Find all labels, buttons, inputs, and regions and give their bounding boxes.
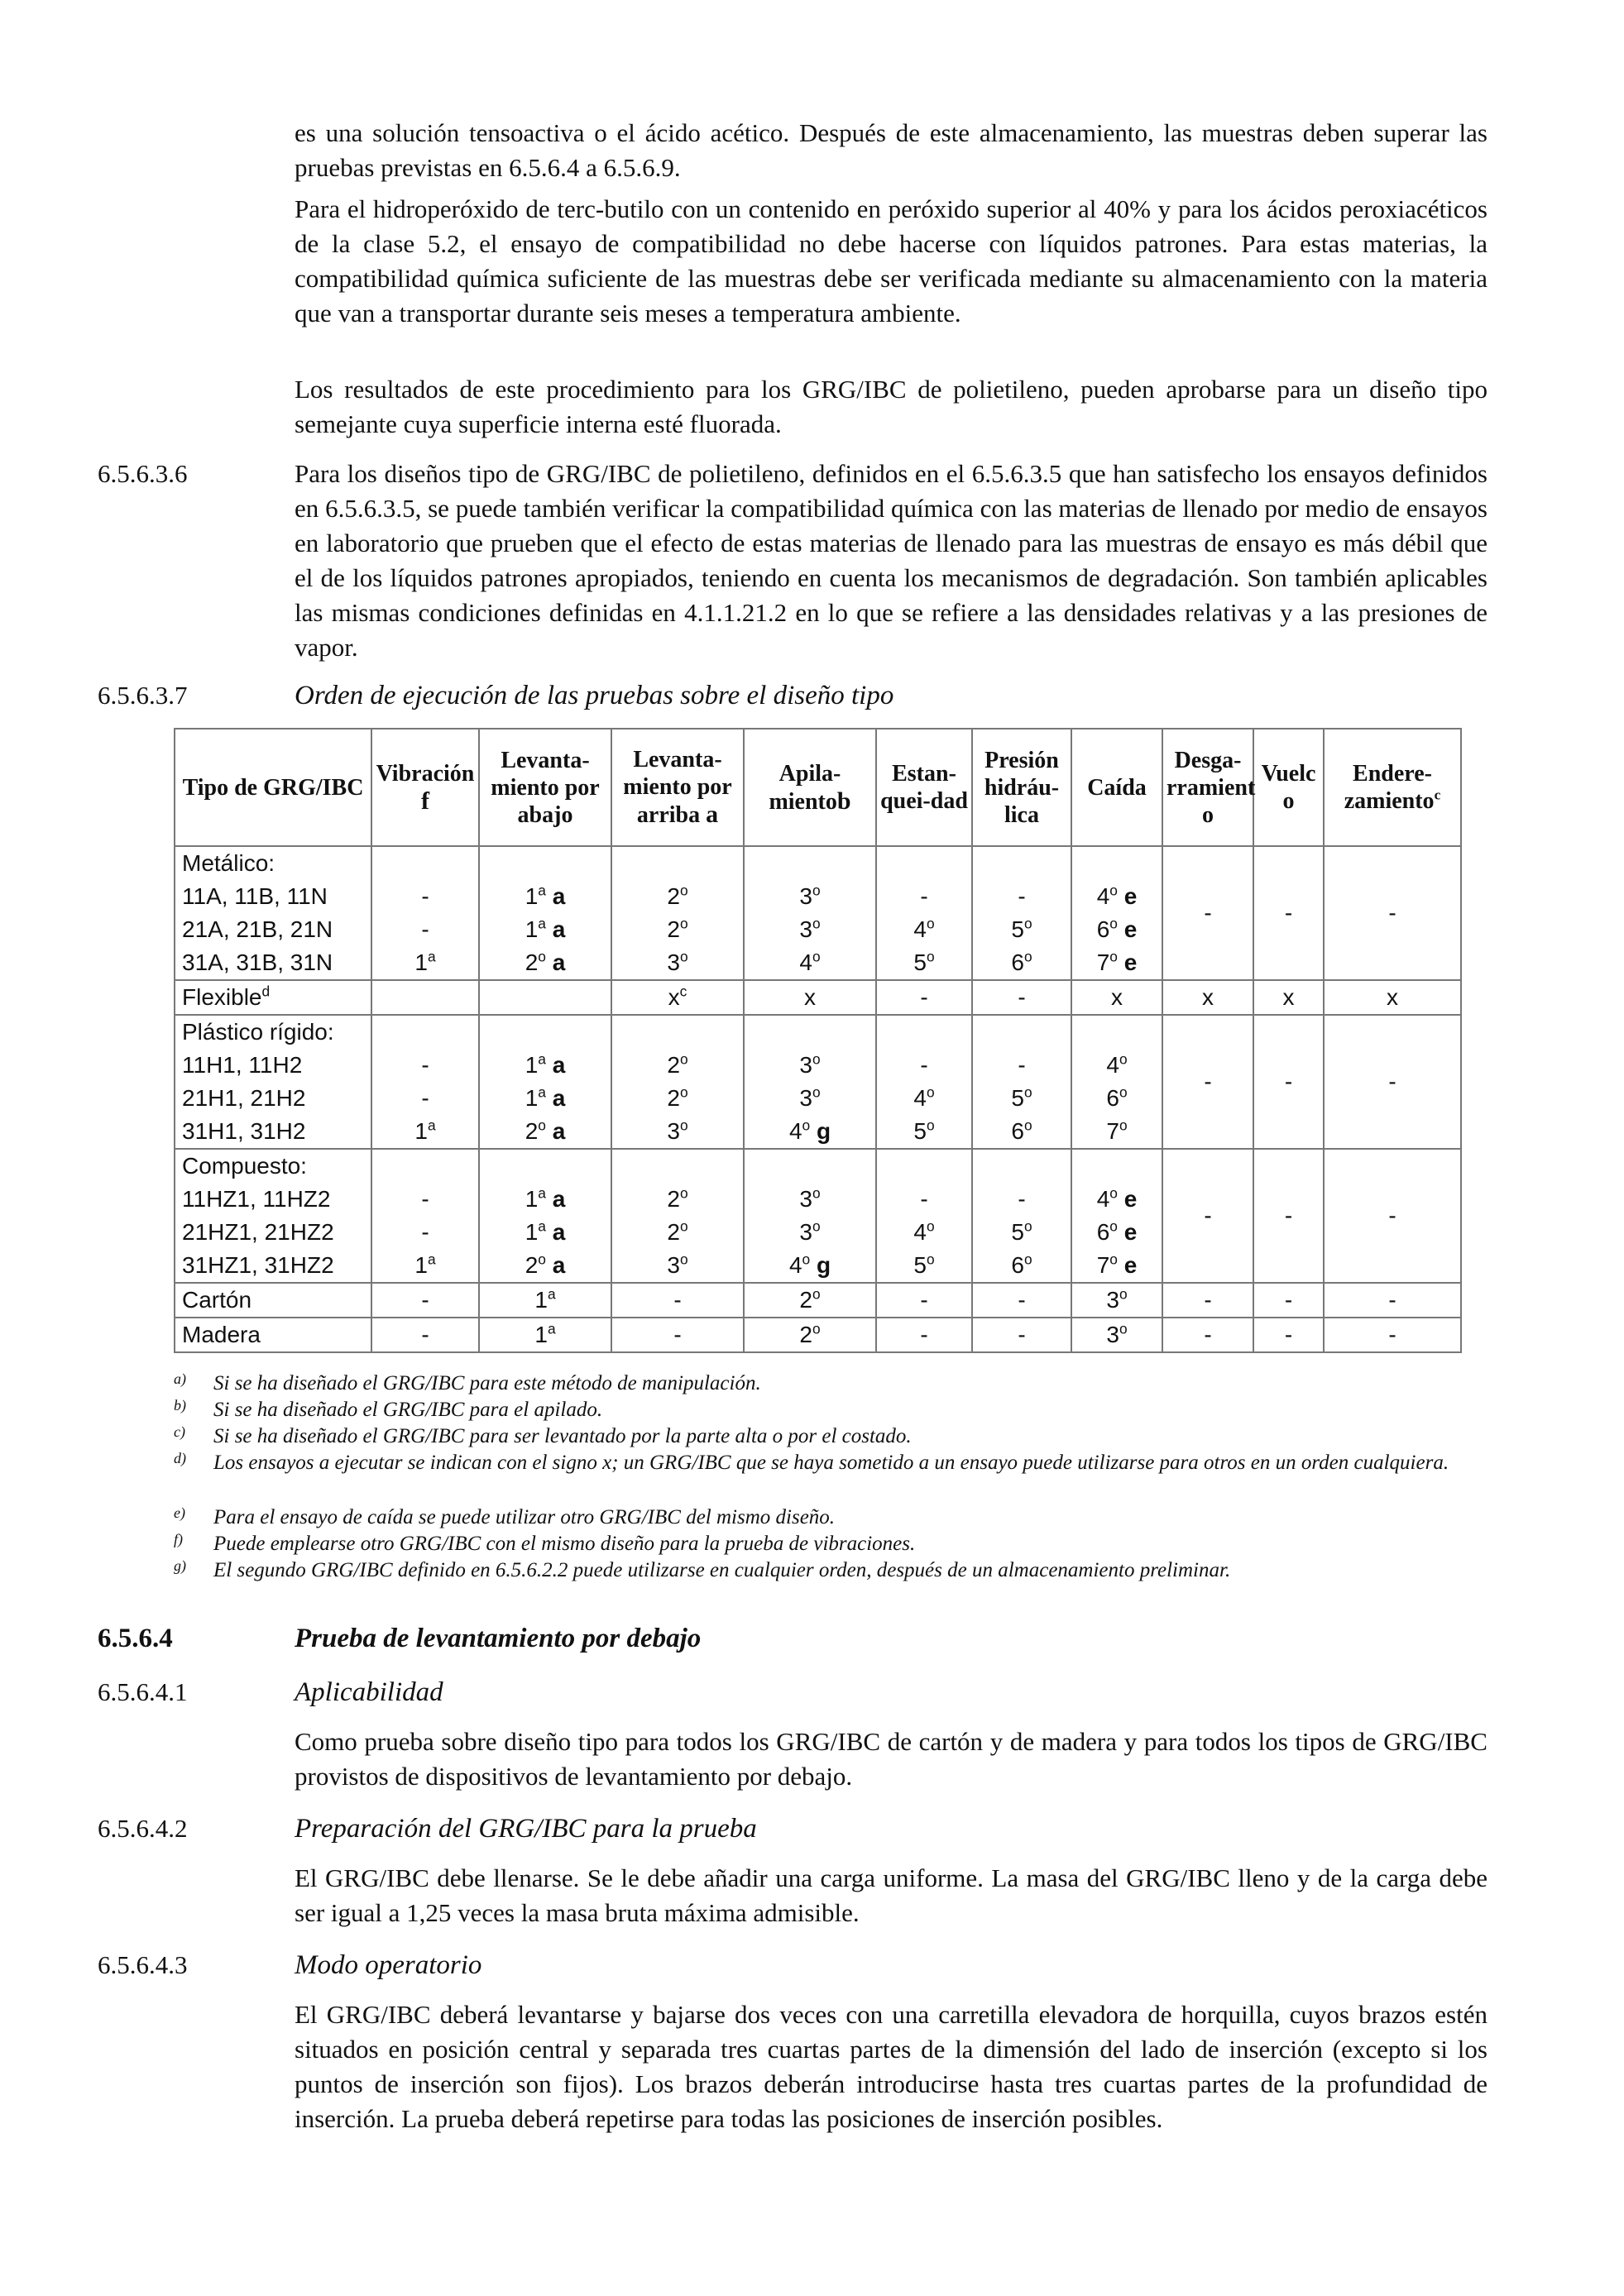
header-estanqueidad: Estan-quei-dad	[876, 729, 972, 846]
cell-flexible-caida: x	[1071, 980, 1162, 1015]
cell-flexible-tipo: Flexible$^d$	[175, 980, 371, 1015]
cell-metalico-presion: - 5$^o$ 6$^o$	[972, 846, 1071, 980]
cell-plastico-vibracion: - - 1$^a$	[371, 1015, 479, 1149]
document-page: es una solución tensoactiva o el ácido acético. Después de este almacenamiento, las muestras deben superar las pruebas previstas en 6.5.6.4 a 6.5.6.9. Para el hidroperóxido de terc-butilo con un contenido en peróxido superior al 40% y para los ácidos peroxiacéticos de la clase 5.2, el ensayo de compatibilidad no debe hacerse con líquidos patrones. Para estas materias, la compatibilidad química suficiente de las muestras debe ser verificada mediante su almacenamiento con la materia que van a transportar durante seis meses a temperatura ambiente. Los resultados de este procedimiento para los GRG/IBC de polietileno, pueden aprobarse para un diseño tipo semejante cuya superficie interna esté fluorada. 6.5.6.3.6 Para los diseños tipo de GRG/IBC de polietileno, definidos en el 6.5.6.3.5 que han satisfecho los ensayos definidos en 6.5.6.3.5, se puede también verificar la compatibilidad química con las materias de llenado por medio de ensayos en laboratorio que prueben que el efecto de estas materias de llenado para las muestras de ensayo es más débil que el de los líquidos patrones apropiados, teniendo en cuenta los mecanismos de degradación. Son también aplicables las mismas condiciones definidas en 4.1.1.21.2 en lo que se refiere a las densidades relativas y a las presiones de vapor. 6.5.6.3.7 Orden de ejecución de las pruebas sobre el diseño tipo Tipo de GRG/IBC Vibración f Levanta-miento por abajo Levanta-miento por arriba a Apila-mientob Estan-quei-dad Presión hidráu-lica Caída Desga-rramient o Vuelc o Endere-zamiento$^c$ Metálico: 11A, 11B, 11N 21A, 21B, 21N 31A, 31B, 31N - - 1$^a$ 1$^a$ a 1$^a$ a 2$^o$ a 2$^o$ 2$^o$ 3$^o$ 3$^o$ 3$^o$ 4$^o$ - 4$^o$ 5$^o$ - 5$^o$ 6$^o$ 4$^o$ e 6$^o$ e 7$^o$ e - - - Flexible$^d$ $x^c$ x - - x x x x Plástico rígido: 11H1, 11H2 21H1, 21H2 31H1, 31H2 - - 1$^a$ 1$^a$ a 1$^a$ a 2$^o$ a 2$^o$ 2$^o$ 3$^o$ 3$^o$ 3$^o$ 4$^o$ g - 4$^o$ 5$^o$ - 5$^o$ 6$^o$ 4$^o$ 6$^o$ 7$^o$ - - - Compuesto: 11HZ1, 11HZ2 21HZ1, 21HZ2 31HZ1, 31HZ2 - - 1$^a$ 1$^a$ a 1$^a$ a 2$^o$ a 2$^o$ 2$^o$ 3$^o$ 3$^o$ 3$^o$ 4$^o$ g - 4$^o$ 5$^o$ - 5$^o$ 6$^o$ 4$^o$ e 6$^o$ e 7$^o$ e - - - Cartón - 1$^a$ - 2$^o$ - - 3$^o$ - - - Madera - 1$^a$ - 2$^o$ - - 3$^o$ - - - a) Si se ha diseñado el GRG/IBC para este método de manipulación. b) Si se ha diseñado el GRG/IBC para el apilado. c) Si se ha diseñado el GRG/IBC para ser levantado por la parte alta o por el costado. d) Los ensayos a ejecutar se indican con el signo x; un GRG/IBC que se haya sometido a un ensayo puede utilizarse para otros en un orden cualquiera. e) Para el ensayo de caída se puede utilizar otro GRG/IBC del mismo diseño. f) Puede emplearse otro GRG/IBC con el mismo diseño para la prueba de vibraciones. g) El segundo GRG/IBC definido en 6.5.6.2.2 puede utilizarse en cualquier orden, después de un almacenamiento preliminar. 6.5.6.4 Prueba de levantamiento por debajo 6.5.6.4.1 Aplicabilidad Como prueba sobre diseño tipo para todos los GRG/IBC de cartón y de madera y para todos los tipos de GRG/IBC provistos de dispositivos de levantamiento por debajo. 6.5.6.4.2 Preparación del GRG/IBC para la prueba El GRG/IBC debe llenarse. Se le debe añadir una carga uniforme. La masa del GRG/IBC lleno y de la carga debe ser igual a 1,25 veces la masa bruta máxima admisible. 6.5.6.4.3 Modo operatorio El GRG/IBC deberá levantarse y bajarse dos veces con una carretilla elevadora de horquilla, cuyos brazos estén situados en posición central y separada tres cuartas partes de la dimensión del lado de inserción (excepto si los puntos de inserción son fijos). Los brazos deberán introducirse hasta tres cuartas partes de la profundidad de inserción. La prueba deberá repetirse para todas las posiciones de inserción posibles.	[0, 0, 1624, 2296]
cell-madera-apilamiento: 2$^o$	[744, 1318, 876, 1352]
cell-metalico-estanqueidad: - 4$^o$ 5$^o$	[876, 846, 972, 980]
section-number-6-5-6-4-3: 6.5.6.4.3	[98, 1950, 188, 1979]
cell-plastico-desgarramiento: -	[1162, 1015, 1253, 1149]
cell-metalico-lev-abajo: 1$^a$ a 1$^a$ a 2$^o$ a	[479, 846, 611, 980]
table-row-metalico	[175, 846, 1461, 980]
cell-plastico-lev-abajo: 1$^a$ a 1$^a$ a 2$^o$ a	[479, 1015, 611, 1149]
cell-flexible-enderezamiento: x	[1324, 980, 1461, 1015]
cell-madera-vibracion: -	[371, 1318, 479, 1352]
cell-carton-lev-abajo: 1$^a$	[479, 1283, 611, 1318]
cell-plastico-caida: 4$^o$ 6$^o$ 7$^o$	[1071, 1015, 1162, 1149]
header-vuelco: Vuelc o	[1253, 729, 1324, 846]
cell-plastico-enderezamiento: -	[1324, 1015, 1461, 1149]
cell-compuesto-vibracion: - - 1$^a$	[371, 1149, 479, 1283]
table-row-carton	[175, 1283, 1461, 1318]
section-6-5-6-3-7-title: Orden de ejecución de las pruebas sobre el diseño tipo	[295, 681, 894, 710]
cell-plastico-vuelco: -	[1253, 1015, 1324, 1149]
cell-plastico-estanqueidad: - 4$^o$ 5$^o$	[876, 1015, 972, 1149]
cell-carton-estanqueidad: -	[876, 1283, 972, 1318]
cell-compuesto-apilamiento: 3$^o$ 3$^o$ 4$^o$ g	[744, 1149, 876, 1283]
header-levantamiento-abajo: Levanta-miento por abajo	[479, 729, 611, 846]
cell-madera-desgarramiento: -	[1162, 1318, 1253, 1352]
header-caida: Caída	[1071, 729, 1162, 846]
cell-carton-enderezamiento: -	[1324, 1283, 1461, 1318]
section-6-5-6-3-6-text: Para los diseños tipo de GRG/IBC de polietileno, definidos en el 6.5.6.3.5 que han satisfecho los ensayos definidos en 6.5.6.3.5, se puede también verificar la compatibilidad química con las materias de llenado por medio de ensayos en laboratorio que prueben que el efecto de estas materias de llenado para las muestras de ensayo es más débil que el de los líquidos patrones apropiados, teniendo en cuenta los mecanismos de degradación. Son también aplicables las mismas condiciones definidas en 4.1.1.21.2 en lo que se refiere a las densidades relativas y a las presiones de vapor.	[295, 459, 1487, 662]
cell-carton-desgarramiento: -	[1162, 1283, 1253, 1318]
test-order-table	[174, 728, 1462, 1353]
cell-plastico-tipo: Plástico rígido: 11H1, 11H2 21H1, 21H2 31H1, 31H2	[175, 1015, 371, 1149]
section-number-6-5-6-4-1: 6.5.6.4.1	[98, 1677, 188, 1706]
section-6-5-6-4-2-title: Preparación del GRG/IBC para la prueba	[295, 1814, 757, 1844]
section-number-6-5-6-4-2: 6.5.6.4.2	[98, 1814, 188, 1843]
header-levantamiento-arriba: Levanta-miento por arriba a	[611, 729, 744, 846]
cell-metalico-vuelco: -	[1253, 846, 1324, 980]
cell-compuesto-desgarramiento: -	[1162, 1149, 1253, 1283]
cell-plastico-apilamiento: 3$^o$ 3$^o$ 4$^o$ g	[744, 1015, 876, 1149]
cell-flexible-lev-abajo	[479, 980, 611, 1015]
cell-carton-tipo: Cartón	[175, 1283, 371, 1318]
cell-flexible-estanqueidad: -	[876, 980, 972, 1015]
table-row-madera	[175, 1318, 1461, 1352]
section-number-6-5-6-4: 6.5.6.4	[98, 1624, 173, 1653]
cell-compuesto-lev-abajo: 1$^a$ a 1$^a$ a 2$^o$ a	[479, 1149, 611, 1283]
cell-compuesto-tipo: Compuesto: 11HZ1, 11HZ2 21HZ1, 21HZ2 31HZ1, 31HZ2	[175, 1149, 371, 1283]
table-header-row	[175, 729, 1461, 846]
cell-metalico-caida: 4$^o$ e 6$^o$ e 7$^o$ e	[1071, 846, 1162, 980]
section-6-5-6-4-2-text: El GRG/IBC debe llenarse. Se le debe añadir una carga uniforme. La masa del GRG/IBC lleno y de la carga debe ser igual a 1,25 veces la masa bruta máxima admisible.	[295, 1863, 1487, 1927]
section-6-5-6-4-1-text: Como prueba sobre diseño tipo para todos los GRG/IBC de cartón y de madera y para todos los tipos de GRG/IBC provistos de dispositivos de levantamiento por debajo.	[295, 1727, 1487, 1791]
section-6-5-6-4-3-text: El GRG/IBC deberá levantarse y bajarse dos veces con una carretilla elevadora de horquilla, cuyos brazos estén situados en posición central y separada tres cuartas partes de la dimensión del lado de inserción (excepto si los puntos de inserción son fijos). Los brazos deberán introducirse hasta tres cuartas partes de la profundidad de inserción. La prueba deberá repetirse para todas las posiciones de inserción posibles.	[295, 2000, 1487, 2133]
table-row-plastico-rigido	[175, 1015, 1461, 1149]
cell-madera-presion: -	[972, 1318, 1071, 1352]
cell-compuesto-caida: 4$^o$ e 6$^o$ e 7$^o$ e	[1071, 1149, 1162, 1283]
cell-flexible-presion: -	[972, 980, 1071, 1015]
cell-flexible-desgarramiento: x	[1162, 980, 1253, 1015]
section-6-5-6-4-3-title: Modo operatorio	[295, 1950, 482, 1980]
section-number-6-5-6-3-6: 6.5.6.3.6	[98, 459, 188, 488]
cell-metalico-lev-arriba: 2$^o$ 2$^o$ 3$^o$	[611, 846, 744, 980]
cell-flexible-vuelco: x	[1253, 980, 1324, 1015]
cell-madera-vuelco: -	[1253, 1318, 1324, 1352]
cell-compuesto-estanqueidad: - 4$^o$ 5$^o$	[876, 1149, 972, 1283]
cell-compuesto-lev-arriba: 2$^o$ 2$^o$ 3$^o$	[611, 1149, 744, 1283]
header-enderezamiento: Endere-zamiento$^c$	[1324, 729, 1461, 846]
cell-flexible-lev-arriba: $x^c$	[611, 980, 744, 1015]
intro-paragraph-1: es una solución tensoactiva o el ácido acético. Después de este almacenamiento, las muestras deben superar las pruebas previstas en 6.5.6.4 a 6.5.6.9.	[295, 118, 1487, 182]
table-row-flexible	[175, 980, 1461, 1015]
intro-paragraph-3: Los resultados de este procedimiento para los GRG/IBC de polietileno, pueden aprobarse para un diseño tipo semejante cuya superficie interna esté fluorada.	[295, 375, 1487, 438]
cell-plastico-lev-arriba: 2$^o$ 2$^o$ 3$^o$	[611, 1015, 744, 1149]
section-6-5-6-4-title: Prueba de levantamiento por debajo	[295, 1624, 702, 1653]
cell-metalico-apilamiento: 3$^o$ 3$^o$ 4$^o$	[744, 846, 876, 980]
cell-carton-lev-arriba: -	[611, 1283, 744, 1318]
intro-paragraph-2: Para el hidroperóxido de terc-butilo con un contenido en peróxido superior al 40% y para los ácidos peroxiacéticos de la clase 5.2, el ensayo de compatibilidad no debe hacerse con líquidos patrones. Para estas materias, la compatibilidad química suficiente de las muestras debe ser verificada mediante su almacenamiento con la materia que van a transportar durante seis meses a temperatura ambiente.	[295, 194, 1487, 328]
cell-madera-enderezamiento: -	[1324, 1318, 1461, 1352]
cell-carton-vibracion: -	[371, 1283, 479, 1318]
cell-carton-apilamiento: 2$^o$	[744, 1283, 876, 1318]
cell-compuesto-vuelco: -	[1253, 1149, 1324, 1283]
section-6-5-6-4-1-title: Aplicabilidad	[295, 1677, 443, 1707]
cell-flexible-apilamiento: x	[744, 980, 876, 1015]
cell-madera-estanqueidad: -	[876, 1318, 972, 1352]
cell-metalico-desgarramiento: -	[1162, 846, 1253, 980]
cell-plastico-presion: - 5$^o$ 6$^o$	[972, 1015, 1071, 1149]
cell-metalico-enderezamiento: -	[1324, 846, 1461, 980]
table-row-compuesto	[175, 1149, 1461, 1283]
header-tipo: Tipo de GRG/IBC	[175, 729, 371, 846]
cell-compuesto-enderezamiento: -	[1324, 1149, 1461, 1283]
cell-carton-vuelco: -	[1253, 1283, 1324, 1318]
cell-madera-tipo: Madera	[175, 1318, 371, 1352]
cell-metalico-vibracion: - - 1$^a$	[371, 846, 479, 980]
section-number-6-5-6-3-7: 6.5.6.3.7	[98, 681, 188, 710]
cell-madera-caida: 3$^o$	[1071, 1318, 1162, 1352]
cell-metalico-tipo: Metálico: 11A, 11B, 11N 21A, 21B, 21N 31A, 31B, 31N	[175, 846, 371, 980]
cell-compuesto-presion: - 5$^o$ 6$^o$	[972, 1149, 1071, 1283]
cell-carton-caida: 3$^o$	[1071, 1283, 1162, 1318]
header-desgarramiento: Desga-rramient o	[1162, 729, 1253, 846]
cell-madera-lev-arriba: -	[611, 1318, 744, 1352]
cell-flexible-vibracion	[371, 980, 479, 1015]
header-vibracion: Vibración f	[371, 729, 479, 846]
cell-carton-presion: -	[972, 1283, 1071, 1318]
header-presion-hidraulica: Presión hidráu-lica	[972, 729, 1071, 846]
cell-madera-lev-abajo: 1$^a$	[479, 1318, 611, 1352]
header-apilamiento: Apila-mientob	[744, 729, 876, 846]
